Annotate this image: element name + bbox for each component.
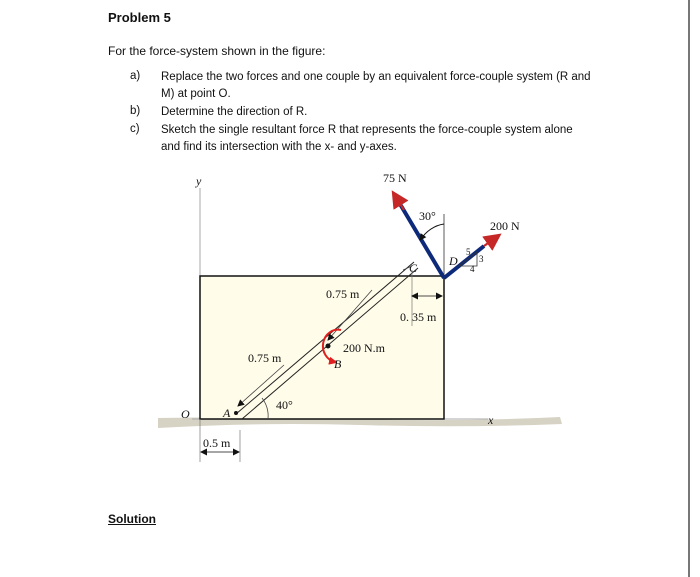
force-200-label: 200 N: [490, 219, 520, 233]
dim-075-lower-label: 0.75 m: [248, 351, 282, 365]
couple-label: 200 N.m: [343, 341, 385, 355]
item-c-line1: Sketch the single resultant force R that represents the force-couple system alone: [161, 124, 573, 136]
slope-4-label: 4: [470, 264, 475, 274]
angle-40-label: 40°: [276, 398, 293, 412]
force-200-arrow: [484, 236, 498, 246]
item-b-line1: Determine the direction of R.: [161, 106, 308, 118]
point-b-marker: [326, 344, 331, 349]
angle-30-arc: [420, 224, 444, 240]
slope-5-label: 5: [466, 247, 471, 257]
point-d-label: D: [449, 254, 458, 268]
problem-title: Problem 5: [108, 10, 171, 25]
point-b-label: B: [334, 357, 342, 371]
item-a-line1: Replace the two forces and one couple by an equivalent force-couple system (R and: [161, 71, 591, 83]
point-c-label: C: [409, 261, 418, 275]
item-b-label: b): [130, 105, 141, 117]
slope-3-label: 3: [479, 254, 484, 264]
point-a-marker: [234, 411, 238, 415]
item-c-label: c): [130, 123, 140, 135]
force-75-label: 75 N: [383, 171, 407, 185]
x-axis-label: x: [488, 413, 494, 427]
dim-075-upper-label: 0.75 m: [326, 287, 360, 301]
y-axis-label: y: [196, 174, 202, 188]
force-75-arrow: [394, 194, 404, 210]
item-a-line2: M) at point O.: [161, 88, 231, 100]
solution-label: Solution: [108, 512, 156, 526]
dim-035-label: 0. 35 m: [400, 310, 437, 324]
point-a-label: A: [223, 406, 231, 420]
origin-label: O: [181, 407, 190, 421]
problem-intro: For the force-system shown in the figure:: [108, 44, 326, 58]
item-c-line2: and find its intersection with the x- and y-axes.: [161, 141, 397, 153]
item-a-label: a): [130, 70, 141, 82]
angle-30-label: 30°: [419, 209, 436, 223]
dim-05-label: 0.5 m: [203, 436, 231, 450]
